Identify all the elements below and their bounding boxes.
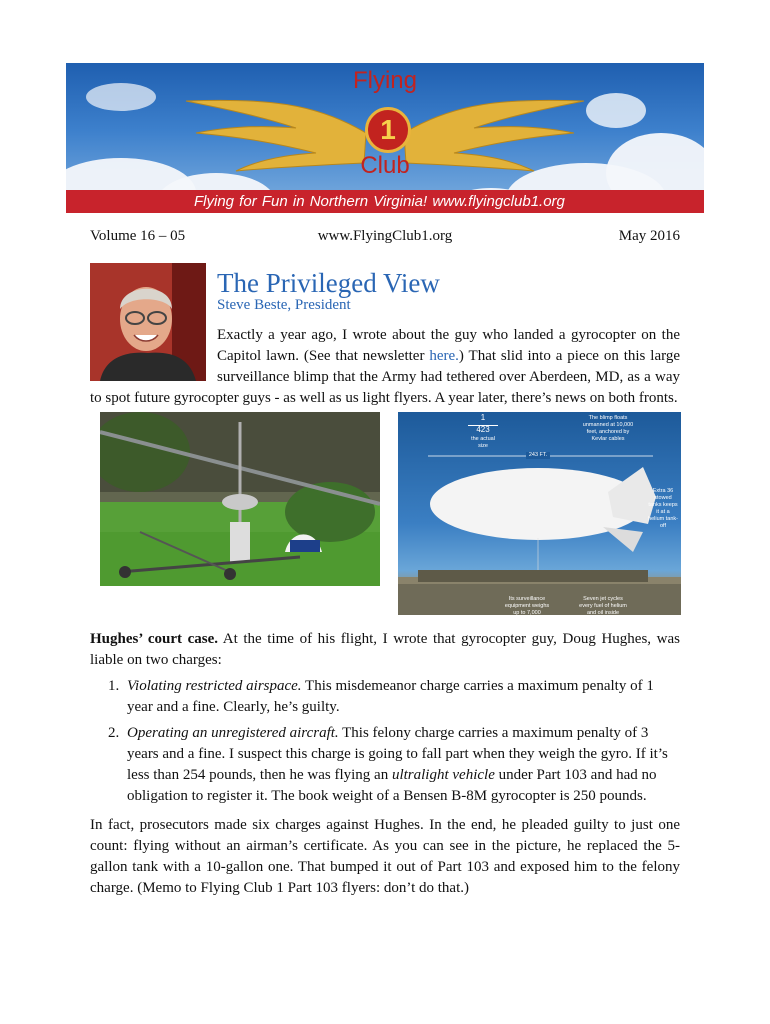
list-item: 2. Operating an unregistered aircraft. This felony charge carries a maximum penalty of 3 years and a fine. I suspect this charge is going to fall part when they weigh the gyro. If it’s less than 254 pounds, then he was flying an ultralight vehicle under Part 103 and had no obligation to register it. The book weight of a Bensen B-8M gyrocopter is 250 pounds. (108, 725, 668, 804)
issue-date: May 2016 (618, 228, 680, 244)
hughes-paragraph: Hughes’ court case. At the time of his flight, I wrote that gyrocopter guy, Doug Hughes, was liable on two charges: (90, 631, 680, 668)
blimp-right-note: Extra 36 stowed tanks keeps it at a helium tank-off (648, 488, 678, 529)
blimp-bottom-right-note: Seven jet cycles every fuel of helium and oil inside (579, 596, 627, 615)
intro-paragraph: Exactly a year ago, I wrote about the guy who landed a gyrocopter on the Capitol lawn. (See that newsletter here.) That slid into a piece on this large surveillance blimp that the Army had tethered over Aberdeen, MD, as a way to spot future gyrocopter guys - as well as us light flyers. A year later, there’s news on both fronts. (90, 327, 681, 406)
blimp-scale-one: 1 (480, 413, 486, 422)
blimp-top-right-note: The blimp floats unmanned at 10,000 feet, anchored by Kevlar cables (582, 415, 634, 442)
blimp-infographic (398, 412, 681, 615)
blimp-bottom-left-note: Its surveillance equipment weighs up to 7,000 (504, 596, 550, 615)
blimp-scale-number: 423 (468, 425, 498, 433)
newsletter-link[interactable]: here. (429, 348, 459, 364)
blimp-length-label: 243 FT. (526, 452, 550, 459)
article-title: The Privileged View (217, 268, 440, 298)
article-author: Steve Beste, President (217, 297, 351, 313)
logo-badge: 1 (365, 107, 411, 153)
banner-tagline: Flying for Fun in Northern Virginia! www.flyingclub1.org (66, 190, 704, 213)
volume-label: Volume 16 – 05 (90, 228, 186, 244)
site-url[interactable]: www.FlyingClub1.org (317, 228, 453, 244)
blimp-scale-text: the actual size (471, 436, 495, 449)
logo-flying-text: Flying (352, 67, 418, 94)
gyrocopter-photo (100, 412, 380, 586)
logo-club-text: Club (360, 152, 410, 179)
list-item: 1. Violating restricted airspace. This misdemeanor charge carries a maximum penalty of 1 year and a fine. Clearly, he’s guilty. (108, 678, 654, 715)
fact-paragraph: In fact, prosecutors made six charges against Hughes. In the end, he pleaded guilty to just one count: flying without an airman’s certificate. As you can see in the picture, he replaced the 5-gallon tank with a 10-gallon one. That bumped it out of Part 103 and exposed him to the felony charge. (Memo to Flying Club 1 Part 103 flyers: don’t do that.) (90, 817, 680, 896)
